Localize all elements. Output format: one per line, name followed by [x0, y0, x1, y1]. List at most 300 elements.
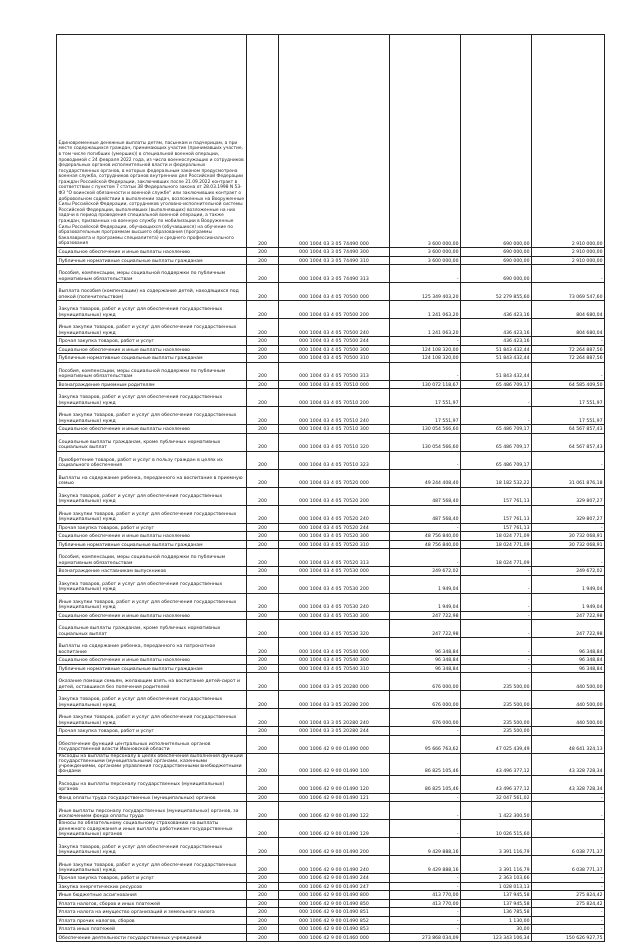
- row-executed-cell: 3 391 116,79: [461, 838, 532, 856]
- row-code-cell: 200: [247, 664, 279, 673]
- row-kbk-cell: 000 1006 42 9 00 01490 851: [279, 908, 390, 917]
- row-name-cell: Закупка товаров, работ и услуг для обеспечения государственных (муниципальных) нужд: [57, 487, 247, 505]
- row-name-cell: Закупка товаров, работ и услуг для обеспечения государственных (муниципальных) нужд: [57, 575, 247, 593]
- row-name-cell: Публичные нормативные социальные выплаты гражданам: [57, 256, 247, 265]
- row-code-cell: 200: [247, 567, 279, 576]
- row-remaining-cell: 73 069 547,60: [532, 283, 605, 301]
- table-row: [57, 425, 605, 434]
- row-kbk-cell: 000 1004 03 4 05 70500 310: [279, 354, 390, 363]
- row-kbk-cell: 000 1006 42 9 00 01490 100: [279, 753, 390, 775]
- row-executed-cell: 436 423,16: [461, 319, 532, 337]
- row-plan-cell: -: [390, 802, 461, 820]
- row-remaining-cell: 275 824,42: [532, 899, 605, 908]
- row-code-cell: 200: [247, 248, 279, 257]
- row-kbk-cell: 000 1004 03 4 05 70520 000: [279, 469, 390, 487]
- row-plan-cell: -: [390, 523, 461, 532]
- row-kbk-cell: 000 1004 03 4 05 70540 310: [279, 664, 390, 673]
- row-kbk-cell: 000 1004 03 4 05 70500 240: [279, 319, 390, 337]
- row-plan-cell: 3 600 000,00: [390, 248, 461, 257]
- row-name-cell: Прочая закупка товаров, работ и услуг: [57, 523, 247, 532]
- row-code-cell: 200: [247, 620, 279, 638]
- table-row: [57, 345, 605, 354]
- table-row: [57, 575, 605, 593]
- row-kbk-cell: 000 1004 03 4 05 70540 000: [279, 638, 390, 656]
- table-row: [57, 593, 605, 611]
- table-row: [57, 248, 605, 257]
- row-kbk-cell: 000 1004 03 4 05 70530 300: [279, 611, 390, 620]
- row-plan-cell: 124 108 320,00: [390, 354, 461, 363]
- table-row: [57, 709, 605, 727]
- row-remaining-cell: -: [532, 727, 605, 736]
- row-kbk-cell: 000 1004 03 4 05 70520 200: [279, 487, 390, 505]
- row-plan-cell: -: [390, 337, 461, 346]
- row-executed-cell: -: [461, 593, 532, 611]
- row-executed-cell: 18 024 771,09: [461, 540, 532, 549]
- row-code-cell: 200: [247, 727, 279, 736]
- table-row: [57, 882, 605, 891]
- row-plan-cell: 96 348,84: [390, 656, 461, 665]
- row-plan-cell: -: [390, 549, 461, 567]
- table-row: [57, 933, 605, 942]
- row-executed-cell: 1 028 013,13: [461, 882, 532, 891]
- row-plan-cell: 125 349 403,20: [390, 283, 461, 301]
- row-code-cell: 200: [247, 319, 279, 337]
- row-remaining-cell: 1 949,04: [532, 575, 605, 593]
- row-executed-cell: 690 000,00: [461, 35, 532, 248]
- row-plan-cell: -: [390, 820, 461, 838]
- row-executed-cell: 3 391 116,79: [461, 856, 532, 874]
- row-remaining-cell: -: [532, 265, 605, 283]
- row-code-cell: 200: [247, 891, 279, 900]
- row-executed-cell: 65 486 709,17: [461, 425, 532, 434]
- row-executed-cell: -: [461, 611, 532, 620]
- row-executed-cell: 47 025 439,49: [461, 735, 532, 753]
- row-name-cell: Расходы на выплаты персоналу государственных (муниципальных) органов: [57, 775, 247, 793]
- row-kbk-cell: 000 1004 03 4 05 70510 320: [279, 433, 390, 451]
- row-name-cell: Социальное обеспечение и иные выплаты населению: [57, 345, 247, 354]
- row-name-cell: Закупка товаров, работ и услуг для обеспечения государственных (муниципальных) нужд: [57, 389, 247, 407]
- row-executed-cell: 157 761,13: [461, 487, 532, 505]
- row-name-cell: Публичные нормативные социальные выплаты гражданам: [57, 664, 247, 673]
- row-kbk-cell: 000 1006 42 9 00 01490 852: [279, 916, 390, 925]
- row-plan-cell: 247 722,98: [390, 620, 461, 638]
- table-row: [57, 673, 605, 691]
- row-executed-cell: 43 496 377,12: [461, 775, 532, 793]
- table-row: [57, 611, 605, 620]
- row-kbk-cell: 000 1004 03 4 05 70520 244: [279, 523, 390, 532]
- row-executed-cell: 65 486 709,17: [461, 380, 532, 389]
- row-executed-cell: 65 486 709,17: [461, 451, 532, 469]
- row-name-cell: Прочая закупка товаров, работ и услуг: [57, 874, 247, 883]
- row-remaining-cell: 96 348,84: [532, 664, 605, 673]
- row-plan-cell: 86 825 105,46: [390, 753, 461, 775]
- row-code-cell: 200: [247, 916, 279, 925]
- row-name-cell: Приобретение товаров, работ и услуг в пользу граждан в целях их социального обеспечения: [57, 451, 247, 469]
- row-remaining-cell: 30 732 068,91: [532, 540, 605, 549]
- row-plan-cell: 9 429 888,16: [390, 856, 461, 874]
- row-remaining-cell: -: [532, 874, 605, 883]
- row-executed-cell: 690 000,00: [461, 265, 532, 283]
- row-executed-cell: -: [461, 567, 532, 576]
- row-remaining-cell: -: [532, 820, 605, 838]
- row-plan-cell: -: [390, 362, 461, 380]
- row-kbk-cell: 000 1004 03 3 05 74490 000: [279, 35, 390, 248]
- row-code-cell: 200: [247, 856, 279, 874]
- row-remaining-cell: -: [532, 362, 605, 380]
- row-kbk-cell: 000 1006 42 9 00 01490 000: [279, 735, 390, 753]
- row-kbk-cell: 000 1006 42 9 00 01490 800: [279, 891, 390, 900]
- row-executed-cell: 51 843 432,44: [461, 354, 532, 363]
- row-executed-cell: 137 945,58: [461, 891, 532, 900]
- row-name-cell: Уплата иных платежей: [57, 925, 247, 934]
- row-executed-cell: 51 843 432,44: [461, 362, 532, 380]
- row-remaining-cell: 329 807,27: [532, 505, 605, 523]
- row-kbk-cell: 000 1004 03 4 05 70510 300: [279, 425, 390, 434]
- row-code-cell: 200: [247, 753, 279, 775]
- row-kbk-cell: 000 1004 03 4 05 70510 240: [279, 407, 390, 425]
- row-name-cell: Уплата налога на имущество организаций и земельного налога: [57, 908, 247, 917]
- row-remaining-cell: -: [532, 337, 605, 346]
- row-remaining-cell: 329 807,27: [532, 487, 605, 505]
- row-code-cell: 200: [247, 775, 279, 793]
- row-plan-cell: 1 241 063,20: [390, 301, 461, 319]
- row-plan-cell: -: [390, 874, 461, 883]
- row-kbk-cell: 000 1004 03 4 05 70500 200: [279, 301, 390, 319]
- row-executed-cell: -: [461, 664, 532, 673]
- row-remaining-cell: 96 348,84: [532, 656, 605, 665]
- row-code-cell: 200: [247, 691, 279, 709]
- row-remaining-cell: 6 038 771,37: [532, 856, 605, 874]
- row-code-cell: 200: [247, 611, 279, 620]
- row-plan-cell: 487 568,40: [390, 487, 461, 505]
- row-name-cell: Социальное обеспечение и иные выплаты населению: [57, 611, 247, 620]
- row-remaining-cell: 1 949,04: [532, 593, 605, 611]
- row-remaining-cell: 48 641 324,13: [532, 735, 605, 753]
- table-row: [57, 775, 605, 793]
- row-executed-cell: 30,00: [461, 925, 532, 934]
- row-plan-cell: 247 722,98: [390, 611, 461, 620]
- row-plan-cell: 676 000,00: [390, 673, 461, 691]
- table-row: [57, 735, 605, 753]
- table-row: [57, 362, 605, 380]
- row-plan-cell: -: [390, 727, 461, 736]
- row-executed-cell: 235 500,00: [461, 673, 532, 691]
- row-code-cell: 200: [247, 838, 279, 856]
- table-row: [57, 319, 605, 337]
- row-plan-cell: 676 000,00: [390, 691, 461, 709]
- row-code-cell: 200: [247, 802, 279, 820]
- row-executed-cell: -: [461, 620, 532, 638]
- row-remaining-cell: -: [532, 549, 605, 567]
- row-executed-cell: -: [461, 575, 532, 593]
- row-code-cell: 200: [247, 265, 279, 283]
- row-name-cell: Иные бюджетные ассигнования: [57, 891, 247, 900]
- row-name-cell: Вознаграждение наставникам выпускников: [57, 567, 247, 576]
- row-remaining-cell: 275 824,42: [532, 891, 605, 900]
- row-executed-cell: 136 785,58: [461, 908, 532, 917]
- row-kbk-cell: 000 1006 42 9 00 01490 850: [279, 899, 390, 908]
- table-row: [57, 469, 605, 487]
- row-kbk-cell: 000 1006 42 9 00 01490 853: [279, 925, 390, 934]
- row-plan-cell: -: [390, 925, 461, 934]
- row-remaining-cell: -: [532, 882, 605, 891]
- row-name-cell: Социальное обеспечение и иные выплаты населению: [57, 248, 247, 257]
- row-code-cell: 200: [247, 925, 279, 934]
- row-code-cell: 200: [247, 820, 279, 838]
- row-executed-cell: 51 843 432,44: [461, 345, 532, 354]
- row-code-cell: 200: [247, 673, 279, 691]
- row-code-cell: 200: [247, 575, 279, 593]
- row-code-cell: 200: [247, 523, 279, 532]
- row-name-cell: Обеспечение деятельности государственных учреждений: [57, 933, 247, 942]
- table-row: [57, 908, 605, 917]
- table-row: [57, 549, 605, 567]
- row-plan-cell: 3 600 000,00: [390, 35, 461, 248]
- row-remaining-cell: 43 328 728,34: [532, 775, 605, 793]
- table-row: [57, 899, 605, 908]
- row-plan-cell: 130 054 566,60: [390, 433, 461, 451]
- table-row: [57, 802, 605, 820]
- row-code-cell: 200: [247, 593, 279, 611]
- table-row: [57, 337, 605, 346]
- row-remaining-cell: 249 672,02: [532, 567, 605, 576]
- row-remaining-cell: 6 038 771,37: [532, 838, 605, 856]
- row-remaining-cell: -: [532, 925, 605, 934]
- row-kbk-cell: 000 1006 42 9 00 01490 244: [279, 874, 390, 883]
- row-name-cell: Закупка товаров, работ и услуг для обеспечения государственных (муниципальных) нужд: [57, 691, 247, 709]
- row-code-cell: 200: [247, 933, 279, 942]
- row-name-cell: Публичные нормативные социальные выплаты гражданам: [57, 540, 247, 549]
- row-plan-cell: -: [390, 908, 461, 917]
- row-plan-cell: 130 072 118,67: [390, 380, 461, 389]
- row-kbk-cell: 000 1004 03 4 05 70540 300: [279, 656, 390, 665]
- row-executed-cell: 123 343 106,34: [461, 933, 532, 942]
- row-code-cell: 200: [247, 283, 279, 301]
- row-code-cell: 200: [247, 425, 279, 434]
- row-executed-cell: -: [461, 389, 532, 407]
- row-name-cell: Иные закупки товаров, работ и услуг для обеспечения государственных (муниципальных) нужд: [57, 319, 247, 337]
- row-executed-cell: 235 500,00: [461, 727, 532, 736]
- row-code-cell: 200: [247, 433, 279, 451]
- row-executed-cell: -: [461, 407, 532, 425]
- row-plan-cell: -: [390, 451, 461, 469]
- row-plan-cell: 3 600 000,00: [390, 256, 461, 265]
- row-name-cell: Иные закупки товаров, работ и услуг для обеспечения государственных (муниципальных) нужд: [57, 709, 247, 727]
- row-plan-cell: 9 429 888,16: [390, 838, 461, 856]
- row-code-cell: 200: [247, 451, 279, 469]
- row-remaining-cell: -: [532, 802, 605, 820]
- row-code-cell: 200: [247, 735, 279, 753]
- table-row: [57, 354, 605, 363]
- row-code-cell: 200: [247, 256, 279, 265]
- table-row: [57, 838, 605, 856]
- row-code-cell: 200: [247, 354, 279, 363]
- row-executed-cell: 2 363 103,66: [461, 874, 532, 883]
- table-row: [57, 487, 605, 505]
- row-kbk-cell: 000 1004 03 4 05 70500 000: [279, 283, 390, 301]
- row-remaining-cell: 64 567 857,43: [532, 425, 605, 434]
- row-executed-cell: -: [461, 638, 532, 656]
- row-remaining-cell: -: [532, 916, 605, 925]
- row-name-cell: Иные закупки товаров, работ и услуг для обеспечения государственных (муниципальных) нужд: [57, 505, 247, 523]
- table-row: [57, 856, 605, 874]
- row-name-cell: Прочая закупка товаров, работ и услуг: [57, 727, 247, 736]
- row-executed-cell: 1 422 300,50: [461, 802, 532, 820]
- row-code-cell: 200: [247, 505, 279, 523]
- row-plan-cell: 17 551,97: [390, 407, 461, 425]
- row-executed-cell: 1 130,00: [461, 916, 532, 925]
- row-remaining-cell: 247 722,98: [532, 620, 605, 638]
- table-row: [57, 753, 605, 775]
- row-kbk-cell: 000 1004 03 3 05 20280 244: [279, 727, 390, 736]
- table-row: [57, 433, 605, 451]
- table-row: [57, 664, 605, 673]
- row-name-cell: Социальное обеспечение и иные выплаты населению: [57, 656, 247, 665]
- table-row: [57, 256, 605, 265]
- row-plan-cell: 96 348,84: [390, 638, 461, 656]
- row-plan-cell: 249 672,02: [390, 567, 461, 576]
- row-plan-cell: 130 054 566,60: [390, 425, 461, 434]
- row-name-cell: Уплата налогов, сборов и иных платежей: [57, 899, 247, 908]
- row-remaining-cell: -: [532, 908, 605, 917]
- row-code-cell: 200: [247, 469, 279, 487]
- row-kbk-cell: 000 1006 42 9 00 01490 247: [279, 882, 390, 891]
- row-remaining-cell: 440 500,00: [532, 709, 605, 727]
- row-code-cell: 200: [247, 899, 279, 908]
- row-executed-cell: 52 279 855,60: [461, 283, 532, 301]
- row-kbk-cell: 000 1004 03 4 05 70530 240: [279, 593, 390, 611]
- row-code-cell: 200: [247, 874, 279, 883]
- row-remaining-cell: -: [532, 793, 605, 802]
- row-code-cell: 200: [247, 532, 279, 541]
- row-kbk-cell: 000 1004 03 4 05 70510 200: [279, 389, 390, 407]
- row-kbk-cell: 000 1004 03 4 05 70520 240: [279, 505, 390, 523]
- row-kbk-cell: 000 1006 42 9 00 01490 200: [279, 838, 390, 856]
- row-kbk-cell: 000 1004 03 4 05 70510 323: [279, 451, 390, 469]
- row-remaining-cell: 440 500,00: [532, 691, 605, 709]
- row-name-cell: Закупка товаров, работ и услуг для обеспечения государственных (муниципальных) нужд: [57, 838, 247, 856]
- row-code-cell: 200: [247, 407, 279, 425]
- row-executed-cell: 18 024 771,09: [461, 549, 532, 567]
- table-row: [57, 567, 605, 576]
- row-code-cell: 200: [247, 487, 279, 505]
- row-remaining-cell: 96 348,84: [532, 638, 605, 656]
- row-kbk-cell: 000 1006 42 9 00 01460 000: [279, 933, 390, 942]
- row-code-cell: 200: [247, 389, 279, 407]
- row-remaining-cell: 72 264 887,56: [532, 354, 605, 363]
- row-plan-cell: 487 568,40: [390, 505, 461, 523]
- row-code-cell: 200: [247, 549, 279, 567]
- table-row: [57, 389, 605, 407]
- row-name-cell: Пособия, компенсации, меры социальной поддержки по публичным нормативным обязательствам: [57, 265, 247, 283]
- table-row: [57, 523, 605, 532]
- row-kbk-cell: 000 1004 03 4 05 70530 320: [279, 620, 390, 638]
- table-row: [57, 691, 605, 709]
- row-name-cell: Иные закупки товаров, работ и услуг для обеспечения государственных (муниципальных) нужд: [57, 593, 247, 611]
- row-remaining-cell: 64 585 409,50: [532, 380, 605, 389]
- row-executed-cell: 157 761,13: [461, 505, 532, 523]
- row-executed-cell: 690 000,00: [461, 256, 532, 265]
- row-name-cell: Социальное обеспечение и иные выплаты населению: [57, 532, 247, 541]
- row-remaining-cell: 2 910 000,00: [532, 248, 605, 257]
- row-executed-cell: 137 945,58: [461, 899, 532, 908]
- row-name-cell: Иные закупки товаров, работ и услуг для обеспечения государственных (муниципальных) нужд: [57, 856, 247, 874]
- row-remaining-cell: 64 567 857,43: [532, 433, 605, 451]
- row-executed-cell: 436 423,16: [461, 301, 532, 319]
- table-row: [57, 638, 605, 656]
- row-remaining-cell: 31 061 876,18: [532, 469, 605, 487]
- row-code-cell: 200: [247, 793, 279, 802]
- table-row: [57, 916, 605, 925]
- row-executed-cell: 32 047 561,02: [461, 793, 532, 802]
- table-row: [57, 620, 605, 638]
- row-executed-cell: 690 000,00: [461, 248, 532, 257]
- row-name-cell: Взносы по обязательному социальному страхованию на выплаты денежного содержания и иные выплаты работникам государственных (муниципальных) органов: [57, 820, 247, 838]
- row-code-cell: 200: [247, 362, 279, 380]
- row-kbk-cell: 000 1004 03 4 05 70520 310: [279, 540, 390, 549]
- row-code-cell: 200: [247, 337, 279, 346]
- row-name-cell: Выплаты на содержание ребенка, переданного на патронатное воспитание: [57, 638, 247, 656]
- row-plan-cell: 17 551,97: [390, 389, 461, 407]
- table-row: [57, 540, 605, 549]
- table-row: [57, 407, 605, 425]
- table-row: [57, 793, 605, 802]
- row-name-cell: Иные закупки товаров, работ и услуг для обеспечения государственных (муниципальных) нужд: [57, 407, 247, 425]
- row-executed-cell: 18 182 532,22: [461, 469, 532, 487]
- row-plan-cell: 95 666 763,62: [390, 735, 461, 753]
- row-plan-cell: 49 244 408,40: [390, 469, 461, 487]
- row-kbk-cell: 000 1006 42 9 00 01490 121: [279, 793, 390, 802]
- row-remaining-cell: 804 680,04: [532, 319, 605, 337]
- row-code-cell: 200: [247, 540, 279, 549]
- row-kbk-cell: 000 1004 03 4 05 70510 000: [279, 380, 390, 389]
- table-row: [57, 505, 605, 523]
- table-row: [57, 727, 605, 736]
- row-executed-cell: 436 423,16: [461, 337, 532, 346]
- row-kbk-cell: 000 1004 03 4 05 70500 244: [279, 337, 390, 346]
- row-name-cell: Публичные нормативные социальные выплаты гражданам: [57, 354, 247, 363]
- row-kbk-cell: 000 1004 03 4 05 70500 313: [279, 362, 390, 380]
- row-plan-cell: 1 241 063,20: [390, 319, 461, 337]
- row-plan-cell: 413 770,00: [390, 899, 461, 908]
- row-kbk-cell: 000 1004 03 3 05 74490 313: [279, 265, 390, 283]
- table-row: [57, 891, 605, 900]
- row-code-cell: 200: [247, 656, 279, 665]
- row-remaining-cell: 150 626 927,75: [532, 933, 605, 942]
- row-plan-cell: 96 348,84: [390, 664, 461, 673]
- row-kbk-cell: 000 1004 03 4 05 70530 200: [279, 575, 390, 593]
- row-plan-cell: -: [390, 882, 461, 891]
- row-plan-cell: 86 825 105,46: [390, 775, 461, 793]
- row-remaining-cell: 43 328 728,34: [532, 753, 605, 775]
- row-remaining-cell: 804 680,04: [532, 301, 605, 319]
- row-plan-cell: 413 770,00: [390, 891, 461, 900]
- table-row: [57, 451, 605, 469]
- row-kbk-cell: 000 1004 03 3 05 20280 000: [279, 673, 390, 691]
- row-plan-cell: 1 949,04: [390, 575, 461, 593]
- row-kbk-cell: 000 1004 03 4 05 70500 300: [279, 345, 390, 354]
- table-row: [57, 656, 605, 665]
- row-remaining-cell: 30 732 068,91: [532, 532, 605, 541]
- table-row: [57, 532, 605, 541]
- row-kbk-cell: 000 1006 42 9 00 01490 129: [279, 820, 390, 838]
- row-remaining-cell: 72 264 887,56: [532, 345, 605, 354]
- row-kbk-cell: 000 1004 03 3 05 74490 310: [279, 256, 390, 265]
- row-name-cell: Вознаграждение приемным родителям: [57, 380, 247, 389]
- row-remaining-cell: -: [532, 523, 605, 532]
- row-plan-cell: -: [390, 793, 461, 802]
- row-plan-cell: 48 756 840,00: [390, 532, 461, 541]
